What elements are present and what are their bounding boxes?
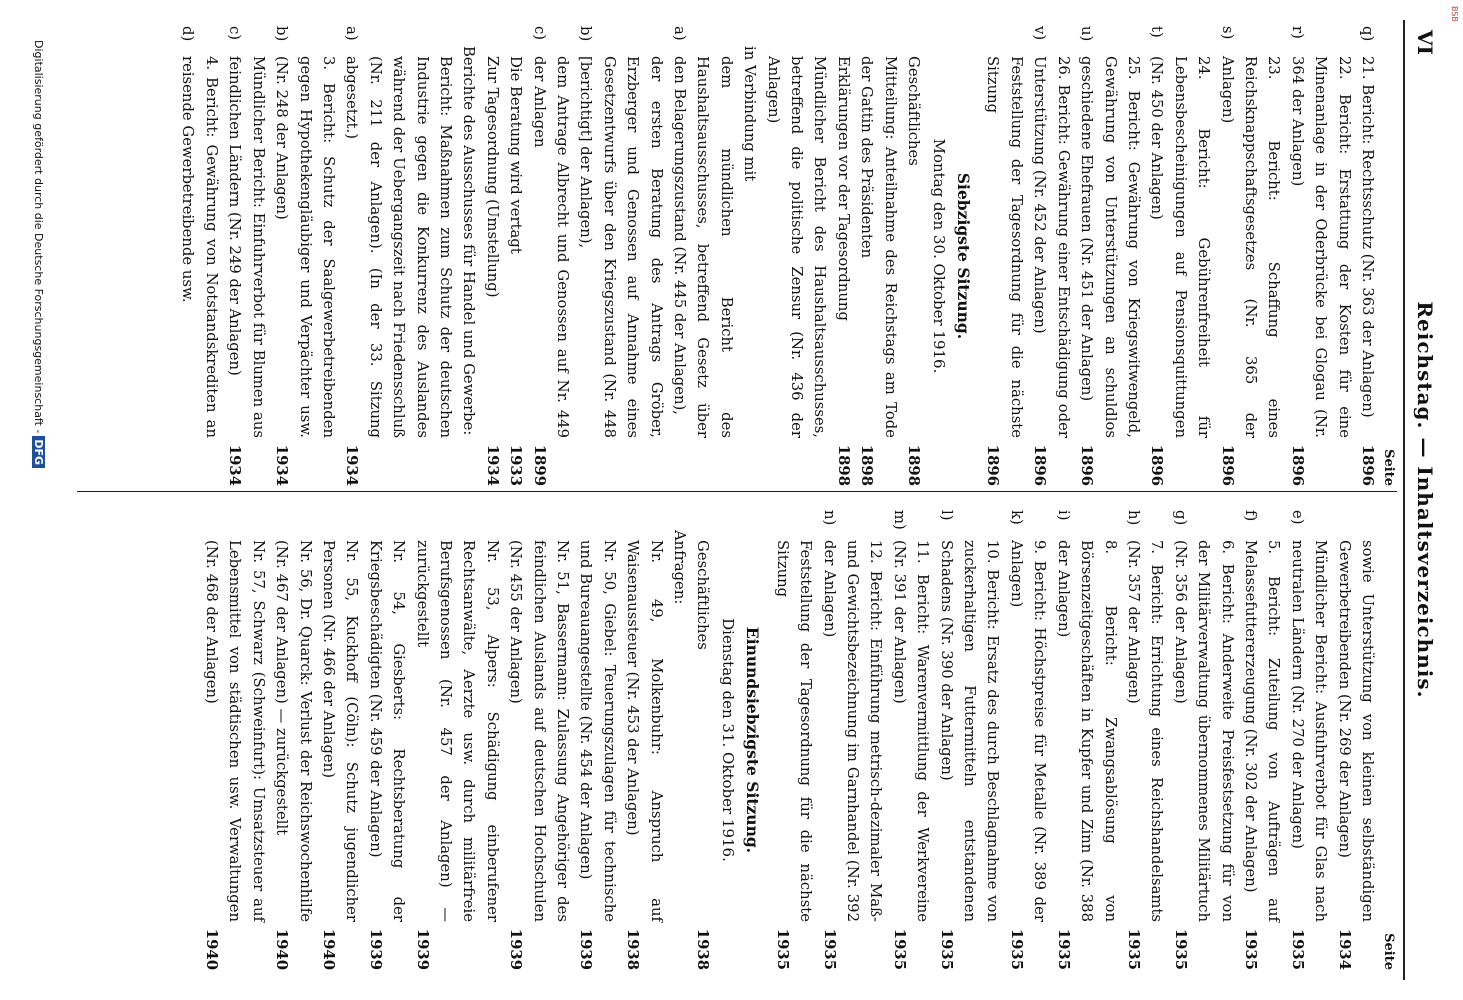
toc-entry: [1239, 510, 1286, 970]
entry-letter: a): [343, 26, 361, 41]
entry-text: dem mündlichen Bericht des Haushaltsausschusses, betreffend Gesetz über den Belagerungszustand (Nr. 445 der Anlagen),: [671, 56, 735, 438]
entry-text: Mündlicher Bericht des Haushaltsausschusses, betreffend die politische Zensur (Nr. 436 der Anlagen): [764, 56, 829, 438]
entry-page: 1938: [694, 928, 712, 970]
toc-entry: [1285, 26, 1355, 486]
entry-page: 1939: [366, 928, 384, 970]
entry-page: 1935: [1171, 928, 1189, 970]
left-column: [77, 26, 1397, 486]
entry-text: Geschäftliches: [905, 56, 923, 166]
session-date: Dienstag den 31. Oktober 1916.: [719, 618, 738, 862]
entry-letter: c): [530, 26, 548, 41]
toc-entry: [1168, 510, 1238, 970]
entry-text: 9. Bericht: Höchstpreise für Metalle (Nr. 389 der Anlagen): [1007, 540, 1049, 922]
entry-text: 3. Bericht: Schutz der Saalgewerbetreibenden gegen Hypothekengläubiger und Verpächter usw. (Nr. 248 der Anlagen): [273, 56, 337, 438]
entry-page: 1935: [890, 928, 908, 970]
entry-letter: t): [1148, 26, 1166, 38]
entry-page: 1935: [1007, 928, 1025, 970]
toc-entry: [1005, 510, 1052, 970]
entry-page: 1935: [1288, 928, 1306, 970]
entry-page: 1896: [984, 444, 1002, 486]
entry-text: 7. Bericht: Errichtung eines Reichshandelsamts (Nr. 357 der Anlagen): [1124, 540, 1166, 922]
entry-page: 1896: [1218, 444, 1236, 486]
toc-entry: [1145, 26, 1215, 486]
session-heading: Einundsiebzigste Sitzung.: [743, 626, 763, 854]
entry-text: 26. Bericht: Gewährung einer Entschädigung oder Unterstützung (Nr. 452 der Anlagen): [1031, 56, 1072, 438]
toc-entry: [817, 510, 887, 970]
right-column: [77, 510, 1397, 970]
entry-letter: q): [1359, 26, 1376, 42]
entry-page: 1896: [1288, 444, 1306, 486]
entry-text: Nr. 57, Schwarz (Schweinfurt): Umsatzsteuer auf Lebensmittel von städtischen usw. Verwaltungen (Nr. 468 der Anlagen): [202, 540, 267, 922]
toc-entry: [770, 510, 817, 970]
entry-text: Nr. 50, Giebel: Teuerungszulagen für technische und Bureauangestellte (Nr. 454 der Anlagen): [577, 540, 618, 922]
entry-page: 1938: [624, 928, 642, 970]
entry-text: dem Antrage Albrecht und Genossen auf Nr. 449 der Anlagen: [530, 56, 571, 438]
section-label: Anfragen:: [671, 530, 689, 605]
entry-text: Nr. 53, Alpers: Schädigung einberufener Rechtsanwälte, Aerzte usw. durch militärfreie Berufsgenossen (Nr. 457 der Anlagen) — zurückgestellt: [413, 540, 501, 922]
entry-page: 1940: [202, 928, 220, 970]
entry-text: Feststellung der Tagesordnung für die nächste Sitzung: [984, 56, 1025, 438]
entry-text: der ersten Beratung des Antrags Gröber, Erzberger und Genossen auf Annahme eines Gesetzentwurfs über den Kriegszustand (Nr. 448 [berichtigt] der Anlagen),: [577, 56, 665, 438]
toc-entry: [1285, 510, 1332, 970]
entry-text: Erklärungen vor der Tagesordnung: [834, 56, 852, 321]
entry-text: 25. Bericht: Gewährung von Kriegswitwengeld, Gewährung von Unterstützungen an schuldlos geschiedene Ehefrauen (Nr. 451 der Anlagen): [1078, 56, 1142, 438]
seite-label: Seite: [1381, 449, 1396, 486]
entry-text: 5. Bericht: Zuteilung von Aufträgen auf Melassefuttererzeugung (Nr. 302 der Anlagen): [1241, 540, 1283, 922]
entry-page: 1935: [820, 928, 838, 970]
entry-page: 1939: [413, 928, 431, 970]
dfg-logo: DFG: [32, 436, 45, 468]
entry-letter: f): [1241, 510, 1259, 522]
entry-text: Zur Tagesordnung (Umstellung): [483, 56, 501, 298]
entry-page: 1935: [1054, 928, 1072, 970]
toc-entry: [574, 26, 668, 486]
entry-page: 1898: [858, 444, 876, 486]
toc-entry: [527, 26, 574, 486]
entry-text: 10. Bericht: Ersatz des durch Beschlagnahme von zuckerhaltigen Futtermitteln entstandenen Schadens (Nr. 390 der Anlagen): [937, 540, 1002, 922]
entry-page: 1935: [937, 928, 955, 970]
entry-page: 1934: [273, 444, 291, 486]
toc-entry: [1075, 26, 1145, 486]
toc-entry: [1028, 26, 1075, 486]
entry-text: 23. Bericht: Schaffung eines Reichsknappschaftsgesetzes (Nr. 365 der Anlagen): [1218, 56, 1283, 438]
toc-entry: [691, 510, 714, 970]
entry-page: 1898: [905, 444, 923, 486]
toc-entry: [504, 26, 527, 486]
header-rule: [1403, 20, 1405, 980]
entry-letter: b): [273, 26, 291, 42]
entry-letter: s): [1218, 26, 1236, 40]
entry-page: 1939: [577, 928, 595, 970]
toc-entry: [668, 26, 738, 486]
entry-letter: v): [1031, 26, 1049, 41]
entry-page: 1934: [1335, 928, 1353, 970]
entry-page: 1935: [1241, 928, 1259, 970]
entry-text: Die Beratung wird vertagt: [507, 56, 525, 254]
toc-entry: [1051, 510, 1121, 970]
entry-letter: c): [226, 26, 244, 41]
toc-entry: [270, 26, 340, 486]
session-heading: Siebzigste Sitzung.: [954, 172, 974, 340]
toc-entry: [831, 26, 854, 486]
page-header: [1409, 20, 1443, 980]
digitization-text: Digitalisierung gefördert durch die Deutsche Forschungsgemeinschaft -: [32, 40, 45, 434]
entry-letter: r): [1288, 26, 1306, 39]
entry-text: Feststellung der Tagesordnung für die nächste Sitzung: [773, 540, 815, 922]
entry-page: 1898: [834, 444, 852, 486]
entry-letter: l): [937, 510, 955, 521]
entry-text: 12. Bericht: Einführung metrisch-dezimaler Maß- und Gewichtsbezeichnung im Garnhandel (Nr. 392 der Anlagen): [820, 540, 885, 922]
toc-entry: [902, 26, 925, 486]
toc-entry: [340, 26, 457, 486]
entry-page: 1935: [773, 928, 791, 970]
toc-entry: [223, 26, 270, 486]
entry-letter: k): [1007, 510, 1025, 525]
entry-text: Nr. 54, Giesberts: Rechtsberatung der Kriegsbeschädigten (Nr. 459 der Anlagen): [366, 540, 408, 922]
entry-letter: b): [577, 26, 595, 42]
entry-page: 1933: [507, 444, 525, 486]
toc-entry: [981, 26, 1028, 486]
toc-entry: [855, 26, 902, 486]
page-number: VI: [1413, 30, 1437, 55]
entry-text: Nr. 56, Dr. Quarck: Verlust der Reichswochenhilfe (Nr. 467 der Anlagen) — zurückgestellt: [273, 540, 314, 922]
toc-entry: [934, 510, 1004, 970]
entry-text: sowie Unterstützung von kleinen selbständigen Gewerbetreibenden (Nr. 269 der Anlagen): [1335, 540, 1376, 922]
entry-page: 1934: [226, 444, 244, 486]
entry-text: Mitteilung: Anteilnahme des Reichstags am Tode der Gattin des Präsidenten: [858, 56, 899, 438]
entry-text: 22. Bericht: Erstattung der Kosten für eine Minenanlage in der Oderbrücke bei Glogau (Nr. 364 der Anlagen): [1288, 56, 1353, 438]
entry-letter: g): [1171, 510, 1189, 526]
entry-page: 1899: [530, 444, 548, 486]
toc-entry: [574, 510, 621, 970]
entry-letter: n): [820, 510, 838, 526]
toc-entry: [1122, 510, 1169, 970]
toc-entry: [410, 510, 504, 970]
entry-letter: a): [671, 26, 689, 41]
entry-text: 11. Bericht: Warenvermittlung der Werkvereine (Nr. 391 der Anlagen): [890, 540, 932, 922]
entry-page: 1934: [343, 444, 361, 486]
entry-text: Nr. 55, Kuckhoff (Cöln): Schutz jugendlicher Personen (Nr. 466 der Anlagen): [319, 540, 361, 922]
entry-page: 1939: [507, 928, 525, 970]
entry-text: 4. Bericht: Gewährung von Notstandskrediten an reisende Gewerbetreibende usw.: [179, 56, 220, 438]
toc-entry: [504, 510, 574, 970]
entry-page: 1896: [1359, 444, 1376, 486]
entry-letter: d): [179, 26, 197, 42]
digitization-note: [32, 40, 45, 960]
toc-entry: [1356, 26, 1379, 486]
seite-label: Seite: [1381, 933, 1396, 970]
page-title: Reichstag. — Inhaltsverzeichnis.: [1413, 301, 1437, 699]
toc-entry: [761, 26, 831, 486]
toc-entry: [1215, 26, 1285, 486]
entry-text: 6. Bericht: Anderweite Preisfestsetzung für von der Militärverwaltung übernommenes Militärtuch (Nr. 356 der Anlagen): [1171, 540, 1236, 922]
toc-entry: [621, 510, 668, 970]
toc-entry: [1332, 510, 1379, 970]
library-mark: BSB: [1450, 6, 1459, 22]
toc-entry: [480, 26, 503, 486]
toc-entry: [363, 510, 410, 970]
toc-entry: [887, 510, 934, 970]
entry-text: Mündlicher Bericht: Ausfuhrverbot für Glas nach neutralen Ländern (Nr. 270 der Anlagen): [1288, 540, 1330, 922]
entry-text: Nr. 49, Molkenbuhr: Anspruch auf Waisenaussteuer (Nr. 453 der Anlagen): [624, 540, 665, 922]
entry-letter: u): [1078, 26, 1096, 42]
entry-letter: i): [1054, 510, 1072, 521]
entry-page: 1940: [273, 928, 291, 970]
entry-page: 1940: [319, 928, 337, 970]
entry-letter: h): [1124, 510, 1142, 526]
entry-page: 1934: [483, 444, 501, 486]
entry-page: 1935: [1124, 928, 1142, 970]
toc-entry: [270, 510, 317, 970]
entry-text: Bericht: Maßnahmen zum Schutz der deutschen Industrie gegen die Konkurrenz des Auslandes während der Uebergangszeit nach Friedensschluß (Nr. 211 der Anlagen). (In der 33. Sitzung abgesetzt.): [343, 56, 454, 438]
entry-letter: e): [1288, 510, 1306, 525]
entry-letter: m): [890, 510, 908, 530]
section-label: in Verbindung mit: [741, 46, 759, 182]
entry-page: 1896: [1078, 444, 1096, 486]
entry-text: 24. Bericht: Gebührenfreiheit für Lebensbescheinigungen auf Pensionsquittungen (Nr. 450 der Anlagen): [1148, 56, 1213, 438]
entry-page: 1896: [1031, 444, 1049, 486]
entry-text: Nr. 51, Bassermann: Zulassung Angehöriger des feindlichen Auslands auf deutschen Hochschulen (Nr. 455 der Anlagen): [507, 540, 571, 922]
entry-text: Geschäftliches: [694, 540, 712, 650]
section-label: Berichte des Ausschusses für Handel und Gewerbe:: [460, 46, 478, 436]
entry-text: 21. Bericht: Rechtsschutz (Nr. 363 der Anlagen): [1359, 56, 1376, 418]
toc-entry: [200, 510, 270, 970]
toc-entry: [176, 26, 223, 486]
entry-text: Mündlicher Bericht: Einfuhrverbot für Blumen aus feindlichen Ländern (Nr. 249 der Anlagen): [226, 56, 267, 438]
entry-text: 8. Bericht: Zwangsablösung von Börsenzeitgeschäften in Kupfer und Zinn (Nr. 388 der Anlagen): [1054, 540, 1119, 922]
entry-page: 1896: [1148, 444, 1166, 486]
column-divider: [77, 491, 1397, 492]
toc-entry: [317, 510, 364, 970]
session-date: Montag den 30. Oktober 1916.: [930, 138, 949, 374]
